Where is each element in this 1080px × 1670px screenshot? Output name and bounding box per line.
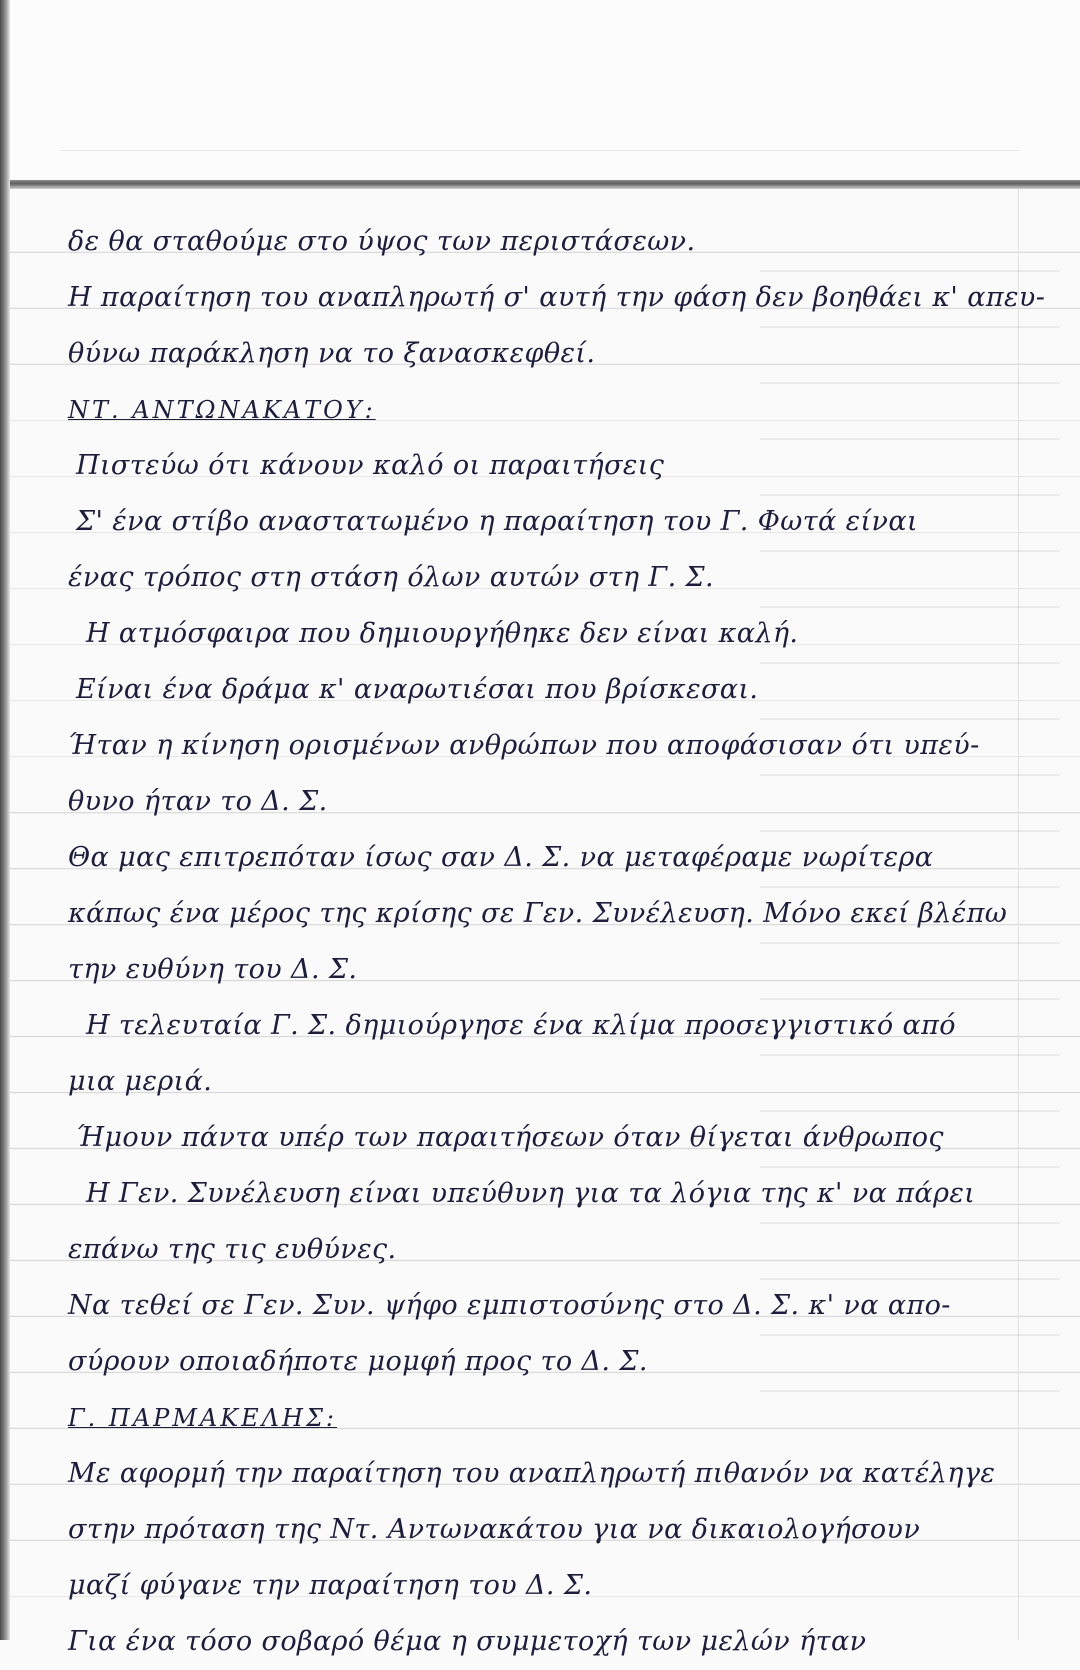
text-line: Για ένα τόσο σοβαρό θέμα η συμμετοχή των μελών ήταν xyxy=(68,1626,867,1657)
speaker-heading: Γ. ΠΑΡΜΑΚΕΛΗΣ: xyxy=(68,1404,337,1432)
text-line: θυνο ήταν το Δ. Σ. xyxy=(68,786,328,817)
text-line: Η παραίτηση του αναπληρωτή σ' αυτή την φάση δεν βοηθάει κ' απευ- xyxy=(68,282,1046,313)
text-line: Είναι ένα δράμα κ' αναρωτιέσαι που βρίσκεσαι. xyxy=(76,674,759,705)
notebook-binding-edge xyxy=(0,0,10,1640)
previous-page-strip xyxy=(10,0,1080,178)
text-line: Η τελευταία Γ. Σ. δημιούργησε ένα κλίμα προσεγγιστικό από xyxy=(86,1010,956,1041)
text-line: Η Γεν. Συνέλευση είναι υπεύθυνη για τα λόγια της κ' να πάρει xyxy=(86,1178,976,1209)
text-line: ένας τρόπος στη στάση όλων αυτών στη Γ. Σ. xyxy=(68,562,714,593)
text-line: την ευθύνη του Δ. Σ. xyxy=(68,954,358,985)
text-line: μαζί φύγανε την παραίτηση του Δ. Σ. xyxy=(68,1570,593,1601)
text-line: στην πρόταση της Ντ. Αντωνακάτου για να δικαιολογήσουν xyxy=(68,1514,921,1545)
handwritten-text xyxy=(68,214,1078,1670)
text-line: Σ' ένα στίβο αναστατωμένο η παραίτηση του Γ. Φωτά είναι xyxy=(76,506,918,537)
page-fold-shadow xyxy=(10,180,1080,189)
text-line: Να τεθεί σε Γεν. Συν. ψήφο εμπιστοσύνης στο Δ. Σ. κ' να απο- xyxy=(68,1290,951,1321)
text-line: δε θα σταθούμε στο ύψος των περιστάσεων. xyxy=(68,226,696,257)
text-line: θύνω παράκληση να το ξανασκεφθεί. xyxy=(68,338,596,369)
text-line: επάνω της τις ευθύνες. xyxy=(68,1234,397,1265)
text-line: Με αφορμή την παραίτηση του αναπληρωτή πιθανόν να κατέληγε xyxy=(68,1458,996,1489)
text-line: Θα μας επιτρεπόταν ίσως σαν Δ. Σ. να μεταφέραμε νωρίτερα xyxy=(68,842,934,873)
text-line: κάπως ένα μέρος της κρίσης σε Γεν. Συνέλευση. Μόνο εκεί βλέπω xyxy=(68,898,1008,929)
text-line: σύρουν οποιαδήποτε μομφή προς το Δ. Σ. xyxy=(68,1346,648,1377)
text-line: Η ατμόσφαιρα που δημιουργήθηκε δεν είναι καλή. xyxy=(86,618,799,649)
text-line: Ήταν η κίνηση ορισμένων ανθρώπων που αποφάσισαν ότι υπεύ- xyxy=(68,730,980,761)
text-line: Πιστεύω ότι κάνουν καλό οι παραιτήσεις xyxy=(76,450,665,481)
speaker-heading: ΝΤ. ΑΝΤΩΝΑΚΑΤΟΥ: xyxy=(68,396,376,424)
previous-page-rule xyxy=(60,150,1020,151)
text-line: μια μεριά. xyxy=(68,1066,213,1097)
text-line: Ήμουν πάντα υπέρ των παραιτήσεων όταν θίγεται άνθρωπος xyxy=(76,1122,944,1153)
